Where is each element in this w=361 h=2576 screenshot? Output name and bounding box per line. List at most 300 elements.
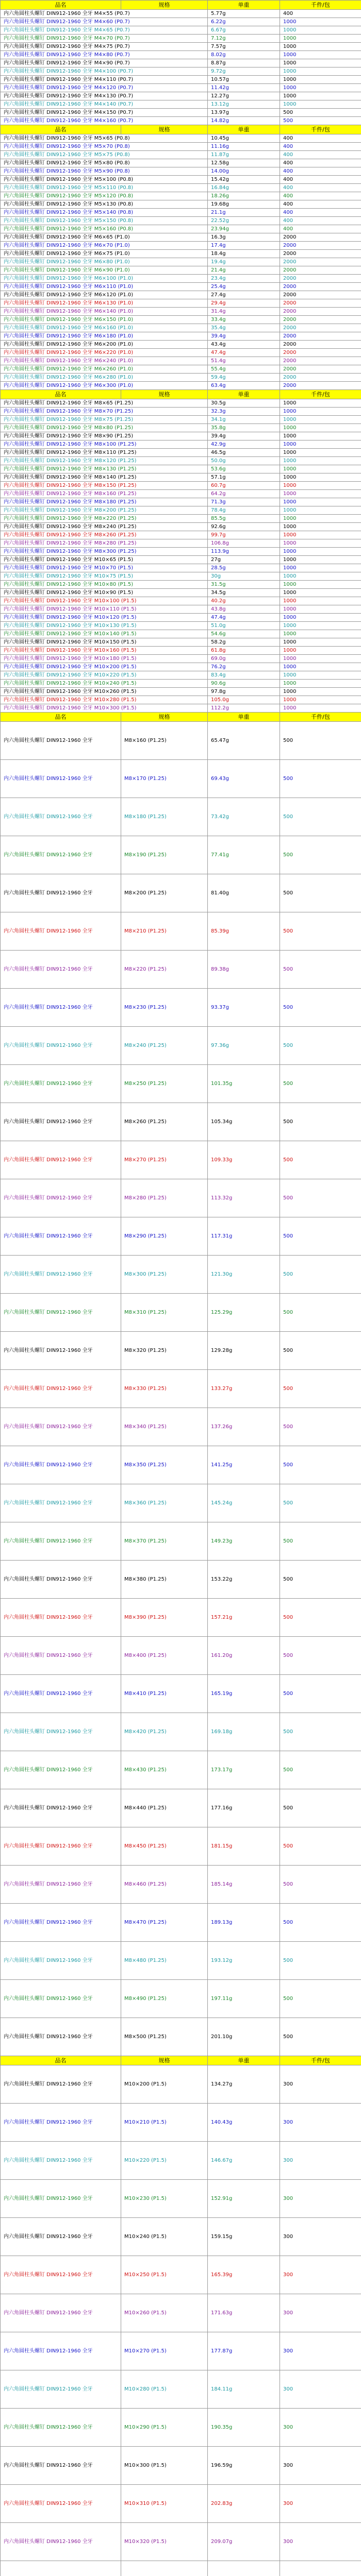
product-name: 内六角圆柱头螺钉 DIN912-1960 全牙 M8×140 (P1.25) — [1, 473, 208, 482]
unit-weight: 201.10g — [208, 2018, 280, 2056]
table-row — [1, 143, 361, 151]
unit-weight: 189.13g — [208, 1904, 280, 1942]
unit-weight: 23.94g — [208, 225, 280, 233]
table-row — [1, 1332, 361, 1370]
unit-weight: 16.84g — [208, 184, 280, 192]
product-name: 内六角圆柱头螺钉 DIN912-1960 全牙 M4×150 (P0.7) — [1, 109, 208, 117]
table-row — [1, 2104, 361, 2142]
table-row — [1, 1789, 361, 1827]
table-row — [1, 1637, 361, 1675]
pack-qty: 500 — [280, 951, 361, 989]
product-name: 内六角圆柱头螺钉 DIN912-1960 全牙 M6×200 (P1.0) — [1, 341, 208, 349]
pack-qty: 1000 — [280, 84, 361, 92]
unit-weight: 8.87g — [208, 59, 280, 67]
unit-weight: 16.3g — [208, 233, 280, 242]
product-name: 内六角圆柱头螺钉 DIN912-1960 全牙 M10×150 (P1.5) — [1, 638, 208, 647]
pack-qty: 2000 — [280, 357, 361, 365]
product-spec: M8×260 (P1.25) — [121, 1103, 208, 1141]
table-row — [1, 59, 361, 67]
table-row — [1, 374, 361, 382]
pack-qty: 1000 — [280, 556, 361, 564]
pack-qty: 2000 — [280, 283, 361, 291]
product-name: 内六角圆柱头螺钉 DIN912-1960 全牙 M8×300 (P1.25) — [1, 548, 208, 556]
table-row — [1, 266, 361, 275]
unit-weight: 105.0g — [208, 696, 280, 704]
pack-qty: 2000 — [280, 250, 361, 258]
table-row — [1, 1217, 361, 1256]
unit-weight: 125.29g — [208, 1294, 280, 1332]
product-spec: M8×380 (P1.25) — [121, 1561, 208, 1599]
table-row — [1, 605, 361, 614]
table-row — [1, 35, 361, 43]
table-row — [1, 151, 361, 159]
product-spec: M8×370 (P1.25) — [121, 1522, 208, 1561]
product-name: 内六角圆柱头螺钉 DIN912-1960 全牙 M6×160 (P1.0) — [1, 324, 208, 332]
table-row — [1, 1561, 361, 1599]
product-name: 内六角圆柱头螺钉 DIN912-1960 全牙 M5×140 (P0.8) — [1, 209, 208, 217]
unit-weight: 6.67g — [208, 26, 280, 35]
product-spec: M10×310 (P1.5) — [121, 2485, 208, 2523]
product-name: 内六角圆柱头螺钉 DIN912-1960 全牙 — [1, 1751, 121, 1789]
table-row — [1, 2485, 361, 2523]
product-name: 内六角圆柱头螺钉 DIN912-1960 全牙 M5×120 (P0.8) — [1, 192, 208, 200]
table-row — [1, 209, 361, 217]
pack-qty — [280, 2561, 361, 2576]
unit-weight: 35.4g — [208, 324, 280, 332]
product-spec: M8×400 (P1.25) — [121, 1637, 208, 1675]
product-name: 内六角圆柱头螺钉 DIN912-1960 全牙 M5×75 (P0.8) — [1, 151, 208, 159]
unit-weight: 11.87g — [208, 151, 280, 159]
pack-qty: 1000 — [280, 100, 361, 109]
pack-qty: 1000 — [280, 26, 361, 35]
product-name: 内六角圆柱头螺钉 DIN912-1960 全牙 — [1, 2256, 121, 2294]
pack-qty: 1000 — [280, 449, 361, 457]
unit-weight: 83.4g — [208, 671, 280, 680]
header-spec: 规格 — [121, 1, 208, 10]
unit-weight: 173.17g — [208, 1751, 280, 1789]
product-spec: M8×180 (P1.25) — [121, 798, 208, 836]
table-row — [1, 680, 361, 688]
table-row — [1, 117, 361, 125]
header-name: 品名 — [1, 2056, 121, 2065]
pack-qty: 1000 — [280, 43, 361, 51]
table-row — [1, 200, 361, 209]
unit-weight: 97.8g — [208, 688, 280, 696]
table-row — [1, 1904, 361, 1942]
product-name: 内六角圆柱头螺钉 DIN912-1960 全牙 M10×120 (P1.5) — [1, 614, 208, 622]
table-row — [1, 283, 361, 291]
table-row — [1, 258, 361, 266]
unit-weight: 11.42g — [208, 84, 280, 92]
table-row — [1, 1675, 361, 1713]
table-row — [1, 2256, 361, 2294]
unit-weight: 73.42g — [208, 798, 280, 836]
product-name: 内六角圆柱头螺钉 DIN912-1960 全牙 — [1, 1294, 121, 1332]
table-row — [1, 291, 361, 299]
header-spec: 规格 — [121, 713, 208, 722]
pack-qty: 1000 — [280, 663, 361, 671]
pack-qty: 500 — [280, 1789, 361, 1827]
pack-qty: 500 — [280, 117, 361, 125]
table-row — [1, 76, 361, 84]
unit-weight: 153.22g — [208, 1561, 280, 1599]
product-spec: M8×480 (P1.25) — [121, 1942, 208, 1980]
unit-weight: 8.02g — [208, 51, 280, 59]
pack-qty: 500 — [280, 1179, 361, 1217]
product-name: 内六角圆柱头螺钉 DIN912-1960 全牙 — [1, 2218, 121, 2256]
table-row — [1, 416, 361, 424]
unit-weight: 129.28g — [208, 1332, 280, 1370]
table-row — [1, 490, 361, 498]
product-spec: M8×300 (P1.25) — [121, 1256, 208, 1294]
product-name: 内六角圆柱头螺钉 DIN912-1960 全牙 — [1, 760, 121, 798]
unit-weight: 137.26g — [208, 1408, 280, 1446]
product-name: 内六角圆柱头螺钉 DIN912-1960 全牙 — [1, 1599, 121, 1637]
unit-weight: 6.22g — [208, 18, 280, 26]
table-row — [1, 449, 361, 457]
pack-qty: 1000 — [280, 432, 361, 440]
table-row — [1, 1103, 361, 1141]
product-name: 内六角圆柱头螺钉 DIN912-1960 全牙 — [1, 2142, 121, 2180]
unit-weight: 141.25g — [208, 1446, 280, 1484]
unit-weight: 78.4g — [208, 506, 280, 515]
unit-weight: 89.38g — [208, 951, 280, 989]
unit-weight: 30.5g — [208, 399, 280, 408]
unit-weight: 93.37g — [208, 989, 280, 1027]
table-row — [1, 688, 361, 696]
product-name: 内六角圆柱头螺钉 DIN912-1960 全牙 — [1, 836, 121, 874]
product-name: 内六角圆柱头螺钉 DIN912-1960 全牙 — [1, 912, 121, 951]
pack-qty: 1000 — [280, 647, 361, 655]
pack-qty: 500 — [280, 1217, 361, 1256]
pack-qty: 300 — [280, 2485, 361, 2523]
pack-qty: 500 — [280, 1484, 361, 1522]
unit-weight: 133.27g — [208, 1370, 280, 1408]
table-row — [1, 589, 361, 597]
product-name: 内六角圆柱头螺钉 DIN912-1960 全牙 M5×110 (P0.8) — [1, 184, 208, 192]
unit-weight: 165.39g — [208, 2256, 280, 2294]
product-name: 内六角圆柱头螺钉 DIN912-1960 全牙 M10×70 (P1.5) — [1, 564, 208, 572]
table-row — [1, 192, 361, 200]
unit-weight: 21.4g — [208, 266, 280, 275]
unit-weight: 7.12g — [208, 35, 280, 43]
pack-qty: 1000 — [280, 473, 361, 482]
product-spec: M8×470 (P1.25) — [121, 1904, 208, 1942]
unit-weight: 46.5g — [208, 449, 280, 457]
unit-weight: 134.27g — [208, 2065, 280, 2104]
table-row — [1, 473, 361, 482]
product-spec: M8×330 (P1.25) — [121, 1370, 208, 1408]
table-row — [1, 663, 361, 671]
pack-qty: 1000 — [280, 399, 361, 408]
product-name: 内六角圆柱头螺钉 DIN912-1960 全牙 M10×100 (P1.5) — [1, 597, 208, 605]
table-row — [1, 316, 361, 324]
unit-weight: 157.21g — [208, 1599, 280, 1637]
header-row — [1, 125, 361, 134]
product-name: 内六角圆柱头螺钉 DIN912-1960 全牙 M6×90 (P1.0) — [1, 266, 208, 275]
table-row — [1, 176, 361, 184]
product-name: 内六角圆柱头螺钉 DIN912-1960 全牙 M10×90 (P1.5) — [1, 589, 208, 597]
pack-qty: 2000 — [280, 341, 361, 349]
product-name: 内六角圆柱头螺钉 DIN912-1960 全牙 — [1, 1866, 121, 1904]
table-row — [1, 1141, 361, 1179]
product-name: 内六角圆柱头螺钉 DIN912-1960 全牙 M8×180 (P1.25) — [1, 498, 208, 506]
pack-qty: 500 — [280, 1332, 361, 1370]
pack-qty: 1000 — [280, 548, 361, 556]
pack-qty: 500 — [280, 1027, 361, 1065]
table-row — [1, 912, 361, 951]
unit-weight: 177.87g — [208, 2332, 280, 2370]
product-name: 内六角圆柱头螺钉 DIN912-1960 全牙 M5×100 (P0.8) — [1, 176, 208, 184]
product-spec: M8×210 (P1.25) — [121, 912, 208, 951]
product-name: 内六角圆柱头螺钉 DIN912-1960 全牙 M6×220 (P1.0) — [1, 349, 208, 357]
product-name: 内六角圆柱头螺钉 DIN912-1960 全牙 M6×120 (P1.0) — [1, 291, 208, 299]
pack-qty: 500 — [280, 1446, 361, 1484]
product-spec: M10×250 (P1.5) — [121, 2256, 208, 2294]
unit-weight: 14.00g — [208, 167, 280, 176]
pack-qty: 2000 — [280, 374, 361, 382]
pack-qty: 2000 — [280, 324, 361, 332]
product-spec: M8×390 (P1.25) — [121, 1599, 208, 1637]
table-row — [1, 1370, 361, 1408]
unit-weight: 31.5g — [208, 581, 280, 589]
unit-weight: 90.6g — [208, 680, 280, 688]
product-spec: M8×420 (P1.25) — [121, 1713, 208, 1751]
product-name: 内六角圆柱头螺钉 DIN912-1960 全牙 M6×70 (P1.0) — [1, 242, 208, 250]
unit-weight: 43.4g — [208, 341, 280, 349]
unit-weight: 149.23g — [208, 1522, 280, 1561]
unit-weight: 169.18g — [208, 1713, 280, 1751]
product-name: 内六角圆柱头螺钉 DIN912-1960 全牙 M10×180 (P1.5) — [1, 655, 208, 663]
unit-weight: 57.1g — [208, 473, 280, 482]
unit-weight: 196.59g — [208, 2447, 280, 2485]
pack-qty: 2000 — [280, 316, 361, 324]
product-spec: M10×240 (P1.5) — [121, 2218, 208, 2256]
unit-weight: 23.4g — [208, 275, 280, 283]
pack-qty: 1000 — [280, 424, 361, 432]
pack-qty: 2000 — [280, 382, 361, 390]
table-row — [1, 159, 361, 167]
product-name: 内六角圆柱头螺钉 DIN912-1960 全牙 — [1, 1561, 121, 1599]
pack-qty: 400 — [280, 217, 361, 225]
product-name: 内六角圆柱头螺钉 DIN912-1960 全牙 M4×100 (P0.7) — [1, 67, 208, 76]
pack-qty: 1000 — [280, 498, 361, 506]
pack-qty: 400 — [280, 184, 361, 192]
pack-qty: 1000 — [280, 671, 361, 680]
product-name: 内六角圆柱头螺钉 DIN912-1960 全牙 M10×140 (P1.5) — [1, 630, 208, 638]
unit-weight: 47.4g — [208, 614, 280, 622]
product-name: 内六角圆柱头螺钉 DIN912-1960 全牙 M8×70 (P1.25) — [1, 408, 208, 416]
unit-weight: 17.4g — [208, 242, 280, 250]
unit-weight: 81.40g — [208, 874, 280, 912]
product-name: 内六角圆柱头螺钉 DIN912-1960 全牙 M6×150 (P1.0) — [1, 316, 208, 324]
pack-qty: 500 — [280, 109, 361, 117]
pack-qty: 2000 — [280, 299, 361, 308]
product-spec: M8×450 (P1.25) — [121, 1827, 208, 1866]
table-row — [1, 84, 361, 92]
table-row — [1, 242, 361, 250]
product-spec: M8×410 (P1.25) — [121, 1675, 208, 1713]
pack-qty: 500 — [280, 1827, 361, 1866]
unit-weight: 92.6g — [208, 523, 280, 531]
header-spec: 规格 — [121, 2056, 208, 2065]
product-name: 内六角圆柱头螺钉 DIN912-1960 全牙 M6×300 (P1.0) — [1, 382, 208, 390]
pack-qty: 1000 — [280, 506, 361, 515]
product-name: 内六角圆柱头螺钉 DIN912-1960 全牙 M8×200 (P1.25) — [1, 506, 208, 515]
product-spec: M8×170 (P1.25) — [121, 760, 208, 798]
pack-qty: 500 — [280, 1904, 361, 1942]
product-name: 内六角圆柱头螺钉 DIN912-1960 全牙 M4×55 (P0.7) — [1, 10, 208, 18]
header-qty: 千件/包 — [280, 390, 361, 399]
product-name: 内六角圆柱头螺钉 DIN912-1960 全牙 M8×130 (P1.25) — [1, 465, 208, 473]
pack-qty: 500 — [280, 1408, 361, 1446]
table-row — [1, 874, 361, 912]
product-spec — [121, 2561, 208, 2576]
unit-weight: 12.58g — [208, 159, 280, 167]
product-name: 内六角圆柱头螺钉 DIN912-1960 全牙 M4×80 (P0.7) — [1, 51, 208, 59]
product-name: 内六角圆柱头螺钉 DIN912-1960 全牙 — [1, 1789, 121, 1827]
unit-weight: 145.24g — [208, 1484, 280, 1522]
product-name: 内六角圆柱头螺钉 DIN912-1960 全牙 M10×110 (P1.5) — [1, 605, 208, 614]
product-name: 内六角圆柱头螺钉 DIN912-1960 全牙 M8×110 (P1.25) — [1, 449, 208, 457]
unit-weight: 27.4g — [208, 291, 280, 299]
product-name: 内六角圆柱头螺钉 DIN912-1960 全牙 M4×120 (P0.7) — [1, 84, 208, 92]
unit-weight: 15.42g — [208, 176, 280, 184]
product-name: 内六角圆柱头螺钉 DIN912-1960 全牙 M4×140 (P0.7) — [1, 100, 208, 109]
product-name: 内六角圆柱头螺钉 DIN912-1960 全牙 — [1, 722, 121, 760]
table-row — [1, 2180, 361, 2218]
pack-qty: 1000 — [280, 539, 361, 548]
table-row — [1, 556, 361, 564]
unit-weight: 51.4g — [208, 357, 280, 365]
product-name: 内六角圆柱头螺钉 DIN912-1960 全牙 M5×90 (P0.8) — [1, 167, 208, 176]
table-row — [1, 250, 361, 258]
table-row — [1, 457, 361, 465]
product-spec: M10×260 (P1.5) — [121, 2294, 208, 2332]
header-name: 品名 — [1, 1, 121, 10]
table-row — [1, 18, 361, 26]
pack-qty: 2000 — [280, 242, 361, 250]
pack-qty: 500 — [280, 989, 361, 1027]
product-spec: M8×430 (P1.25) — [121, 1751, 208, 1789]
unit-weight: 34.5g — [208, 589, 280, 597]
pack-qty: 2000 — [280, 349, 361, 357]
pack-qty: 1000 — [280, 465, 361, 473]
pack-qty: 1000 — [280, 35, 361, 43]
table-row — [1, 225, 361, 233]
unit-weight: 18.4g — [208, 250, 280, 258]
table-row — [1, 506, 361, 515]
pack-qty: 500 — [280, 874, 361, 912]
product-name: 内六角圆柱头螺钉 DIN912-1960 全牙 M6×75 (P1.0) — [1, 250, 208, 258]
table-row — [1, 275, 361, 283]
product-name: 内六角圆柱头螺钉 DIN912-1960 全牙 M5×65 (P0.8) — [1, 134, 208, 143]
product-name: 内六角圆柱头螺钉 DIN912-1960 全牙 M4×70 (P0.7) — [1, 35, 208, 43]
unit-weight: 99.7g — [208, 531, 280, 539]
product-spec: M8×270 (P1.25) — [121, 1141, 208, 1179]
unit-weight: 29.4g — [208, 299, 280, 308]
unit-weight: 47.4g — [208, 349, 280, 357]
table-row — [1, 341, 361, 349]
product-name: 内六角圆柱头螺钉 DIN912-1960 全牙 M10×80 (P1.5) — [1, 581, 208, 589]
product-name: 内六角圆柱头螺钉 DIN912-1960 全牙 M6×260 (P1.0) — [1, 365, 208, 374]
product-spec: M8×320 (P1.25) — [121, 1332, 208, 1370]
pack-qty: 500 — [280, 798, 361, 836]
pack-qty: 1000 — [280, 589, 361, 597]
table-row — [1, 622, 361, 630]
pack-qty: 1000 — [280, 572, 361, 581]
product-name: 内六角圆柱头螺钉 DIN912-1960 全牙 — [1, 1027, 121, 1065]
product-name: 内六角圆柱头螺钉 DIN912-1960 全牙 M8×65 (P1.25) — [1, 399, 208, 408]
pack-qty: 1000 — [280, 18, 361, 26]
table-row — [1, 134, 361, 143]
product-name: 内六角圆柱头螺钉 DIN912-1960 全牙 M6×80 (P1.0) — [1, 258, 208, 266]
product-name: 内六角圆柱头螺钉 DIN912-1960 全牙 — [1, 989, 121, 1027]
table-row — [1, 1179, 361, 1217]
pack-qty: 1000 — [280, 605, 361, 614]
product-name: 内六角圆柱头螺钉 DIN912-1960 全牙 — [1, 1179, 121, 1217]
pack-qty: 500 — [280, 1141, 361, 1179]
header-weight: 单重 — [208, 390, 280, 399]
unit-weight: 51.0g — [208, 622, 280, 630]
product-name: 内六角圆柱头螺钉 DIN912-1960 全牙 — [1, 1942, 121, 1980]
unit-weight: 18.26g — [208, 192, 280, 200]
product-name: 内六角圆柱头螺钉 DIN912-1960 全牙 — [1, 1065, 121, 1103]
header-qty: 千件/包 — [280, 1, 361, 10]
unit-weight: 105.34g — [208, 1103, 280, 1141]
product-name: 内六角圆柱头螺钉 DIN912-1960 全牙 M8×90 (P1.25) — [1, 432, 208, 440]
unit-weight: 11.16g — [208, 143, 280, 151]
pack-qty: 1000 — [280, 92, 361, 100]
pack-qty: 1000 — [280, 408, 361, 416]
unit-weight: 69.0g — [208, 655, 280, 663]
pack-qty: 1000 — [280, 490, 361, 498]
unit-weight: 10.57g — [208, 76, 280, 84]
unit-weight: 193.12g — [208, 1942, 280, 1980]
product-name: 内六角圆柱头螺钉 DIN912-1960 全牙 M6×180 (P1.0) — [1, 332, 208, 341]
table-row — [1, 332, 361, 341]
unit-weight: 43.8g — [208, 605, 280, 614]
table-row — [1, 638, 361, 647]
product-name: 内六角圆柱头螺钉 DIN912-1960 全牙 — [1, 1446, 121, 1484]
pack-qty: 1000 — [280, 630, 361, 638]
table-row — [1, 655, 361, 663]
product-name: 内六角圆柱头螺钉 DIN912-1960 全牙 M6×65 (P1.0) — [1, 233, 208, 242]
pack-qty: 500 — [280, 1599, 361, 1637]
pack-qty: 2000 — [280, 365, 361, 374]
product-name: 内六角圆柱头螺钉 DIN912-1960 全牙 M6×100 (P1.0) — [1, 275, 208, 283]
unit-weight: 39.4g — [208, 332, 280, 341]
product-name: 内六角圆柱头螺钉 DIN912-1960 全牙 M4×60 (P0.7) — [1, 18, 208, 26]
pack-qty: 500 — [280, 1103, 361, 1141]
unit-weight: 121.30g — [208, 1256, 280, 1294]
product-name: 内六角圆柱头螺钉 DIN912-1960 全牙 M10×300 (P1.5) — [1, 704, 208, 713]
table-row — [1, 1942, 361, 1980]
table-row — [1, 2447, 361, 2485]
product-name: 内六角圆柱头螺钉 DIN912-1960 全牙 M8×100 (P1.25) — [1, 440, 208, 449]
table-row — [1, 399, 361, 408]
unit-weight: 27g — [208, 556, 280, 564]
pack-qty: 300 — [280, 2332, 361, 2370]
unit-weight: 64.2g — [208, 490, 280, 498]
table-row — [1, 1065, 361, 1103]
product-name: 内六角圆柱头螺钉 DIN912-1960 全牙 — [1, 951, 121, 989]
product-name: 内六角圆柱头螺钉 DIN912-1960 全牙 M6×240 (P1.0) — [1, 357, 208, 365]
product-name: 内六角圆柱头螺钉 DIN912-1960 全牙 — [1, 1370, 121, 1408]
table-row — [1, 482, 361, 490]
table-row — [1, 43, 361, 51]
table-row — [1, 1866, 361, 1904]
